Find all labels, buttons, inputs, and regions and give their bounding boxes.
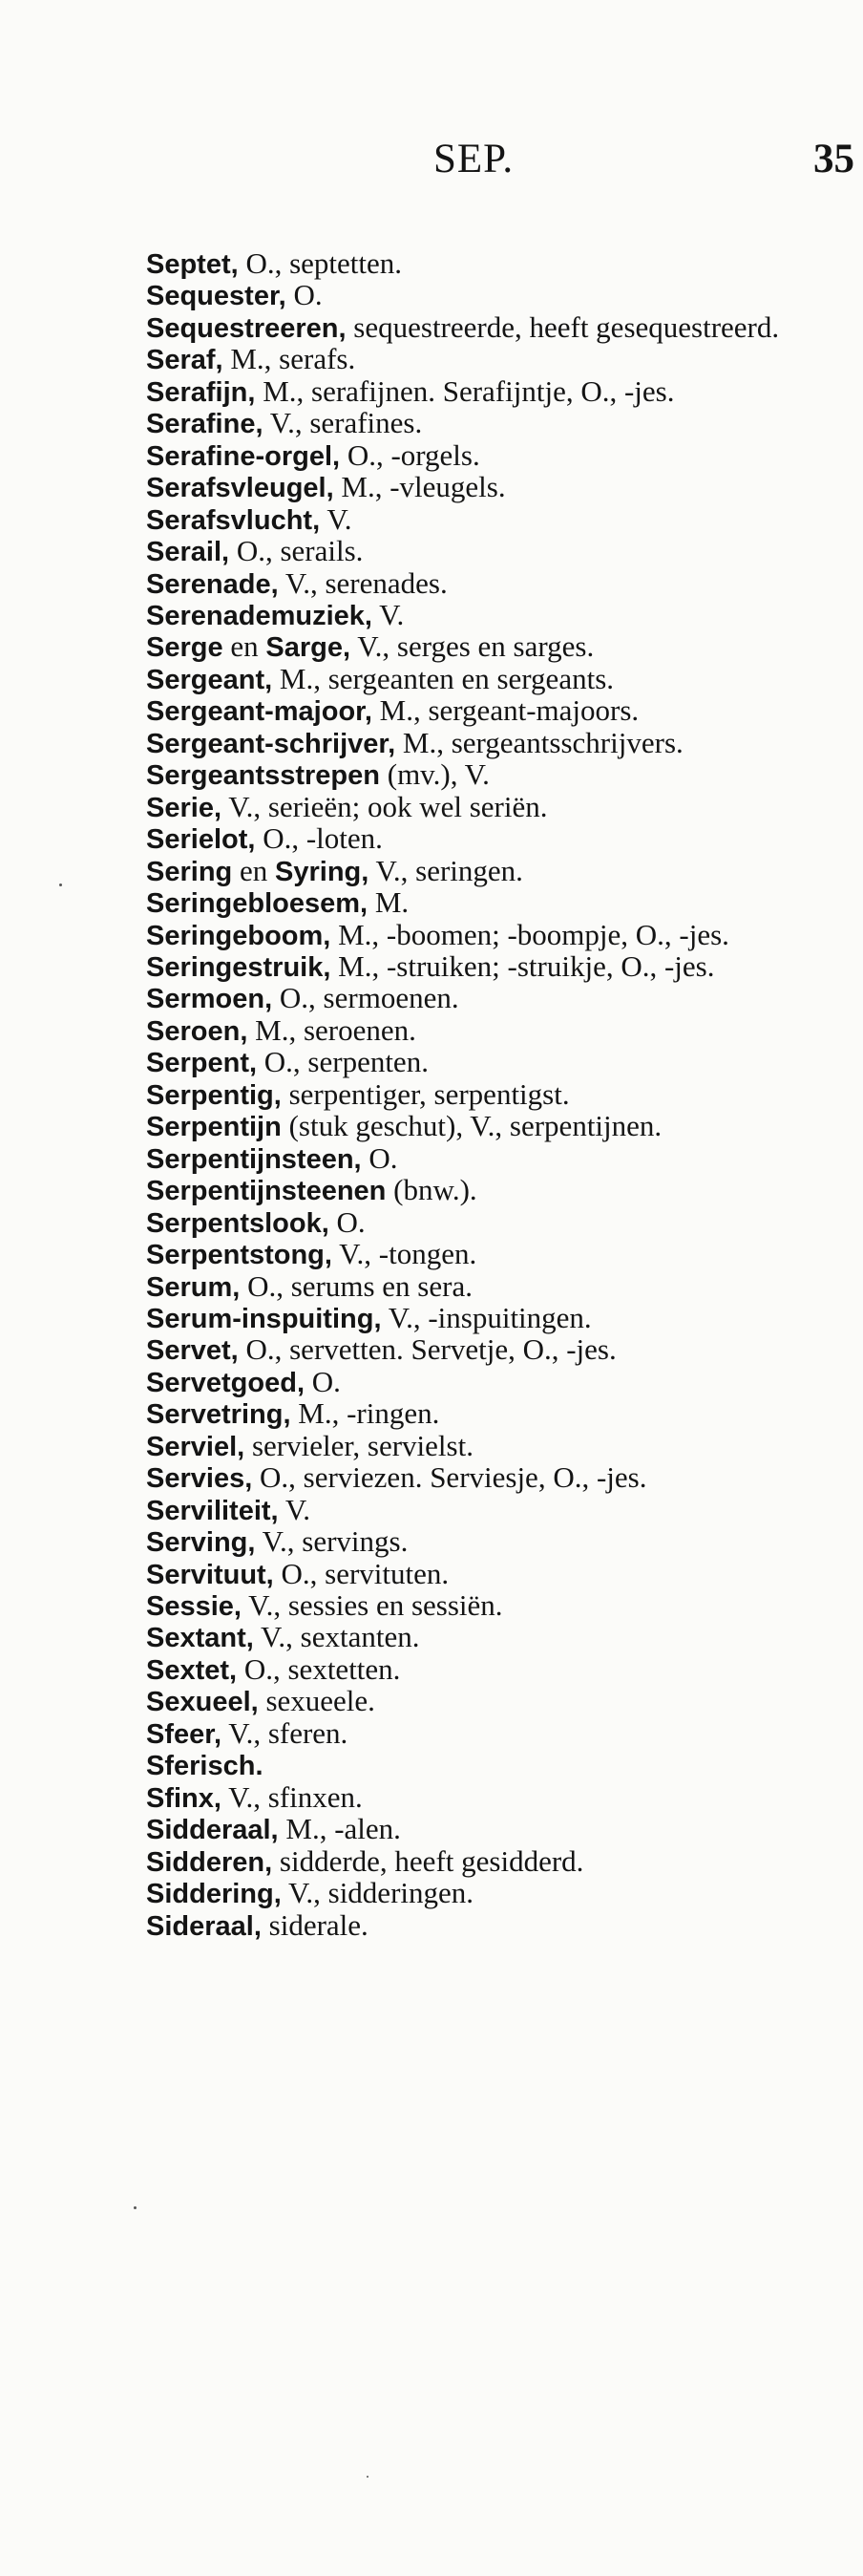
dictionary-entry — [146, 1779, 831, 1814]
headword: Serpentslook, — [146, 1207, 329, 1239]
running-head — [0, 136, 863, 193]
entry-text-continued: V., serges en sarges. — [350, 629, 595, 664]
entry-text: V., serenades. — [278, 565, 448, 600]
dictionary-entry — [146, 983, 831, 1014]
dictionary-entry — [146, 1907, 831, 1942]
entry-text: O. — [328, 1204, 366, 1239]
dictionary-entry — [146, 437, 831, 472]
entry-text: O. — [285, 278, 323, 312]
dictionary-entry — [146, 373, 831, 408]
entry-text: en — [222, 629, 266, 664]
headword: Serafine-orgel, — [146, 440, 341, 472]
print-speck — [367, 2476, 368, 2478]
headword: Serum-inspuiting, — [146, 1303, 382, 1334]
entry-text: V. — [371, 597, 405, 631]
dictionary-entry — [146, 1076, 831, 1111]
headword: Sexueel, — [146, 1687, 259, 1718]
headword: Seraf, — [146, 345, 223, 376]
entry-text: V., -tongen. — [331, 1237, 477, 1271]
dictionary-entry — [146, 823, 831, 855]
entry-text: M., seroenen. — [247, 1012, 416, 1047]
entry-text: (mv.), V. — [380, 757, 490, 792]
headword: Sermoen, — [146, 984, 273, 1015]
entry-text: O., serpenten. — [257, 1045, 429, 1079]
dictionary-entry — [146, 1556, 831, 1590]
dictionary-entry — [146, 725, 831, 759]
headword: Sergeant, — [146, 664, 273, 695]
dictionary-entry — [146, 1814, 831, 1845]
headword-variant: Sarge, — [265, 632, 351, 664]
dictionary-entry — [146, 1364, 831, 1398]
dictionary-entry — [146, 501, 831, 536]
print-speck — [134, 2206, 137, 2209]
entry-text: M., serafs. — [222, 342, 356, 376]
dictionary-entry — [146, 853, 831, 887]
entry-text: servieler, servielst. — [244, 1428, 474, 1462]
entry-text: O., septetten. — [238, 246, 403, 280]
entry-text: (stuk geschut), V., serpentijnen. — [281, 1109, 663, 1143]
dictionary-entry — [146, 1686, 831, 1717]
entry-text: V., servings. — [255, 1524, 409, 1559]
entry-text: siderale. — [261, 1907, 368, 1942]
headword: Serafijn, — [146, 376, 256, 408]
headword: Serpentijnsteenen — [146, 1176, 387, 1207]
entry-text: M., serafijnen. Serafijntje, O., -jes. — [255, 373, 675, 408]
dictionary-entry — [146, 1334, 831, 1366]
headword: Siddering, — [146, 1879, 282, 1910]
dictionary-entry — [146, 1268, 831, 1303]
entry-text: en — [232, 853, 276, 887]
headword: Sequestreeren, — [146, 312, 347, 344]
headword: Sessie, — [146, 1591, 242, 1623]
headword: Serpent, — [146, 1048, 258, 1079]
entry-text: sexueele. — [258, 1684, 375, 1718]
dictionary-entry — [146, 1590, 831, 1622]
entry-text: O., serails. — [229, 534, 364, 568]
dictionary-entry — [146, 1047, 831, 1078]
entry-text: O., sextetten. — [237, 1651, 401, 1686]
entry-text: M., sergeanten en sergeants. — [272, 661, 615, 695]
dictionary-entry — [146, 536, 831, 567]
entry-text: sidderde, heeft gesidderd. — [272, 1843, 584, 1878]
dictionary-entry — [146, 1111, 831, 1142]
headword: Sidderen, — [146, 1846, 273, 1878]
dictionary-entry — [146, 1843, 831, 1878]
entry-text: O., -orgels. — [340, 437, 480, 472]
headword: Serpentig, — [146, 1079, 282, 1111]
entry-text: V., -inspuitingen. — [381, 1300, 592, 1334]
headword: Sequester, — [146, 281, 286, 312]
entry-text: V., serafines. — [263, 406, 423, 440]
entry-text: M., -ringen. — [290, 1396, 440, 1431]
dictionary-entry — [146, 789, 831, 823]
headword: Servetgoed, — [146, 1367, 305, 1398]
dictionary-entry — [146, 408, 831, 439]
headword: Servies, — [146, 1463, 253, 1495]
print-speck — [59, 884, 62, 886]
entry-text-continued: V., seringen. — [368, 853, 523, 887]
headword: Serielot, — [146, 824, 256, 856]
entry-text: O., serums en sera. — [240, 1268, 473, 1303]
headword: Seroen, — [146, 1015, 248, 1047]
page-number: 35 — [813, 137, 854, 181]
entry-text: M., -boomen; -boompje, O., -jes. — [330, 917, 729, 951]
headword: Sfeer, — [146, 1718, 221, 1750]
headword: Sergeantsstrepen — [146, 760, 380, 792]
entry-text: M., -alen. — [278, 1812, 401, 1846]
entry-text: (bnw.). — [386, 1173, 477, 1207]
dictionary-entry — [146, 631, 831, 663]
headword: Sergeant-majoor, — [146, 696, 372, 728]
entry-text: sequestreerde, heeft gesequestreerd. — [346, 309, 780, 344]
headword: Serviliteit, — [146, 1495, 279, 1526]
dictionary-entry — [146, 661, 831, 695]
dictionary-entry — [146, 1651, 831, 1686]
headword: Servet, — [146, 1335, 239, 1367]
entry-text: O., -loten. — [255, 821, 383, 856]
dictionary-entry — [146, 472, 831, 503]
headword: Sextet, — [146, 1654, 238, 1686]
entry-text: O., servetten. Servetje, O., -jes. — [238, 1332, 617, 1367]
headword: Seringeboom, — [146, 920, 331, 951]
headword: Serail, — [146, 537, 230, 568]
entry-text: serpentiger, serpentigst. — [281, 1076, 570, 1111]
dictionary-entry — [146, 1239, 831, 1270]
headword: Sferisch. — [146, 1751, 263, 1782]
dictionary-entry — [146, 1175, 831, 1206]
dictionary-entry — [146, 1750, 831, 1781]
entry-list — [146, 248, 831, 1942]
dictionary-entry — [146, 1526, 831, 1558]
entry-text: O., servituten. — [273, 1556, 450, 1590]
headword: Servetring, — [146, 1399, 291, 1431]
dictionary-entry — [146, 1428, 831, 1462]
headword: Sextant, — [146, 1623, 254, 1654]
entry-text: V., sidderingen. — [281, 1876, 474, 1910]
entry-text: O. — [305, 1364, 341, 1398]
dictionary-entry — [146, 1715, 831, 1750]
headword: Serpentstong, — [146, 1240, 332, 1271]
dictionary-entry — [146, 344, 831, 375]
headword: Serenade, — [146, 568, 279, 600]
dictionary-entry — [146, 1462, 831, 1494]
headword: Sfinx, — [146, 1782, 221, 1814]
dictionary-entry — [146, 309, 831, 344]
headword: Serenademuziek, — [146, 600, 372, 631]
dictionary-entry — [146, 1140, 831, 1175]
headword: Sering — [146, 856, 233, 887]
entry-text: M., sergeantsschrijvers. — [395, 725, 684, 759]
dictionary-entry — [146, 1012, 831, 1047]
dictionary-entry — [146, 695, 831, 727]
entry-text: M., -struiken; -struikje, O., -jes. — [330, 948, 715, 983]
dictionary-entry — [146, 1300, 831, 1334]
headword: Serpentijn — [146, 1112, 282, 1143]
headword: Serpentijnsteen, — [146, 1143, 362, 1175]
dictionary-entry — [146, 1622, 831, 1653]
dictionary-entry — [146, 565, 831, 600]
headword: Serving, — [146, 1527, 256, 1559]
dictionary-entry — [146, 280, 831, 311]
entry-text: V., serieën; ook wel seriën. — [221, 789, 548, 823]
dictionary-entry — [146, 597, 831, 631]
dictionary-entry — [146, 1204, 831, 1239]
headword: Sideraal, — [146, 1910, 262, 1942]
entry-text: V., sextanten. — [253, 1620, 420, 1654]
headword: Serviel, — [146, 1431, 245, 1462]
entry-text: M., sergeant-majoors. — [371, 693, 640, 728]
entry-text: V. — [320, 501, 352, 536]
entry-text: V., sferen. — [221, 1715, 348, 1750]
dictionary-entry — [146, 759, 831, 791]
dictionary-entry — [146, 1492, 831, 1526]
entry-text: V., sessies en sessiën. — [241, 1588, 503, 1623]
dictionary-entry — [146, 887, 831, 919]
dictionary-entry — [146, 248, 831, 280]
entry-text: O., sermoenen. — [272, 981, 459, 1015]
headword: Seringestruik, — [146, 951, 331, 983]
entry-text: M. — [368, 885, 410, 920]
running-head-title: SEP. — [433, 137, 515, 181]
headword: Serie, — [146, 792, 221, 823]
entry-text: V. — [278, 1492, 310, 1526]
headword: Sidderaal, — [146, 1815, 279, 1846]
headword-variant: Syring, — [275, 856, 369, 887]
entry-text: M., -vleugels. — [333, 470, 506, 504]
entry-text: V., sfinxen. — [221, 1779, 363, 1814]
entry-text: O. — [361, 1140, 398, 1175]
headword: Serafsvleugel, — [146, 473, 334, 504]
headword: Serge — [146, 632, 223, 664]
headword: Seringebloesem, — [146, 888, 368, 920]
headword: Septet, — [146, 249, 239, 280]
headword: Servituut, — [146, 1559, 274, 1590]
dictionary-entry — [146, 948, 831, 983]
dictionary-entry — [146, 1878, 831, 1909]
dictionary-entry — [146, 917, 831, 951]
entry-text: O., serviezen. Serviesje, O., -jes. — [252, 1460, 647, 1495]
headword: Serafsvlucht, — [146, 504, 321, 536]
headword: Sergeant-schrijver, — [146, 728, 396, 759]
dictionary-entry — [146, 1398, 831, 1430]
headword: Serum, — [146, 1271, 241, 1303]
headword: Serafine, — [146, 409, 263, 440]
